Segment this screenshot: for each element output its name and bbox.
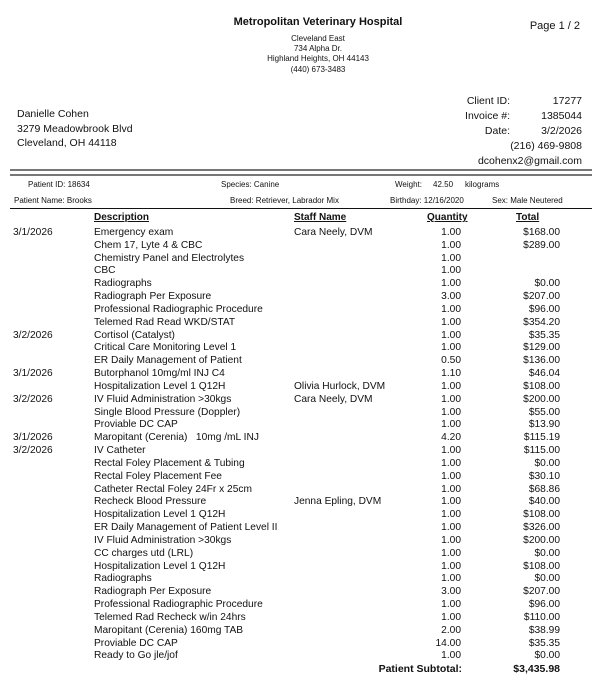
- table-row: [0, 291, 602, 304]
- row-quantity: 1.00: [441, 573, 461, 585]
- row-total: $108.00: [523, 380, 560, 392]
- row-quantity: 0.50: [441, 355, 461, 367]
- table-row: [0, 278, 602, 291]
- invoice-label: Invoice #:: [465, 110, 510, 122]
- row-quantity: 3.00: [441, 586, 461, 598]
- row-total: $207.00: [523, 291, 560, 303]
- invoice-value: 1385044: [541, 110, 582, 122]
- hospital-name: Metropolitan Veterinary Hospital: [233, 16, 403, 28]
- row-total: $13.90: [528, 419, 560, 431]
- row-description: Butorphanol 10mg/ml INJ C4: [94, 368, 225, 380]
- table-row: [0, 445, 602, 458]
- patient-weight-value: 42.50: [433, 180, 454, 189]
- row-description: Professional Radiographic Procedure: [94, 599, 263, 611]
- table-row: [0, 650, 602, 663]
- table-row: [0, 432, 602, 445]
- row-description: ER Daily Management of Patient Level II: [94, 522, 278, 534]
- table-row: [0, 304, 602, 317]
- column-header-staff: Staff Name: [294, 212, 347, 223]
- table-row: [0, 484, 602, 497]
- row-quantity: 3.00: [441, 291, 461, 303]
- row-total: $96.00: [528, 599, 560, 611]
- row-staff: Jenna Epling, DVM: [294, 496, 382, 508]
- row-total: $40.00: [528, 496, 560, 508]
- row-description: Hospitalization Level 1 Q12H: [94, 380, 226, 392]
- table-row: [0, 381, 602, 394]
- row-quantity: 4.20: [441, 432, 461, 444]
- table-row: [0, 535, 602, 548]
- row-description: Catheter Rectal Foley 24Fr x 25cm: [94, 483, 252, 495]
- row-quantity: 1.00: [441, 227, 461, 238]
- row-total: $115.00: [523, 445, 560, 457]
- row-description: Maropitant (Cerenia) 160mg TAB: [94, 624, 244, 636]
- row-quantity: 1.00: [441, 303, 461, 315]
- row-total: $200.00: [523, 393, 560, 405]
- row-description: Ready to Go jle/jof: [94, 650, 178, 662]
- row-quantity: 1.00: [441, 599, 461, 611]
- row-quantity: 1.00: [441, 419, 461, 431]
- row-total: $38.99: [528, 624, 560, 636]
- row-description: CBC: [94, 265, 116, 277]
- row-total: $354.20: [523, 316, 560, 328]
- date-value: 3/2/2026: [541, 125, 582, 137]
- row-description: Radiographs: [94, 278, 152, 290]
- hospital-street: 734 Alpha Dr.: [293, 44, 343, 53]
- row-total: $55.00: [528, 406, 560, 418]
- row-total: $46.04: [528, 368, 560, 380]
- subtotal-label: Patient Subtotal:: [378, 663, 462, 675]
- row-description: Hospitalization Level 1 Q12H: [94, 509, 226, 521]
- row-total: $326.00: [523, 522, 560, 534]
- hospital-city: Highland Heights, OH 44143: [267, 54, 369, 63]
- row-quantity: 2.00: [441, 624, 461, 636]
- row-total: $0.00: [534, 457, 560, 469]
- row-quantity: 1.00: [441, 445, 461, 457]
- table-row: [0, 522, 602, 535]
- table-row: [0, 394, 602, 407]
- table-row: [0, 638, 602, 651]
- table-row: [0, 317, 602, 330]
- divider: [10, 169, 592, 171]
- divider: [10, 174, 592, 176]
- table-row: [0, 458, 602, 471]
- row-description: Proviable DC CAP: [94, 637, 178, 649]
- row-description: Telemed Rad Read WKD/STAT: [94, 316, 236, 328]
- row-quantity: 1.00: [441, 496, 461, 508]
- patient-name: Patient Name: Brooks: [14, 196, 92, 205]
- row-quantity: 1.00: [441, 534, 461, 546]
- client-id-label: Client ID:: [466, 95, 510, 107]
- row-total: $0.00: [534, 547, 560, 559]
- row-description: Maropitant (Cerenia) 10mg /mL INJ: [94, 432, 259, 444]
- row-quantity: 1.00: [441, 329, 461, 341]
- page-number: Page 1 / 2: [529, 20, 580, 32]
- row-total: $129.00: [523, 342, 560, 354]
- row-description: CC charges utd (LRL): [94, 547, 194, 559]
- table-row: [0, 573, 602, 586]
- patient-breed: Breed: Retriever, Labrador Mix: [230, 196, 339, 205]
- table-row: [0, 509, 602, 522]
- row-total: $96.00: [528, 303, 560, 315]
- row-description: Cortisol (Catalyst): [94, 329, 175, 341]
- row-date: 3/1/2026: [13, 368, 53, 380]
- table-row: [0, 471, 602, 484]
- hospital-phone: (440) 673-3483: [290, 65, 346, 74]
- subtotal-value: $3,435.98: [513, 663, 560, 675]
- row-description: Radiograph Per Exposure: [94, 291, 212, 303]
- row-quantity: 1.00: [441, 483, 461, 495]
- row-total: $0.00: [534, 278, 560, 290]
- row-date: 3/2/2026: [13, 445, 53, 457]
- row-total: $35.35: [528, 637, 560, 649]
- row-quantity: 1.00: [441, 265, 461, 277]
- row-description: Telemed Rad Recheck w/in 24hrs: [94, 611, 246, 623]
- row-quantity: 1.00: [441, 560, 461, 572]
- table-row: [0, 496, 602, 509]
- date-label: Date:: [484, 125, 510, 137]
- row-description: Recheck Blood Pressure: [94, 496, 207, 508]
- row-quantity: 1.10: [441, 368, 461, 380]
- patient-sex: Sex: Male Neutered: [492, 196, 563, 205]
- row-description: Chem 17, Lyte 4 & CBC: [94, 239, 203, 251]
- row-description: ER Daily Management of Patient: [94, 355, 242, 367]
- client-email: dcohenx2@gmail.com: [477, 155, 582, 167]
- table-row: [0, 419, 602, 432]
- row-total: $68.86: [528, 483, 560, 495]
- table-row: [0, 240, 602, 253]
- row-quantity: 1.00: [441, 470, 461, 482]
- row-quantity: 1.00: [441, 393, 461, 405]
- row-staff: Cara Neely, DVM: [294, 227, 373, 238]
- row-total: $0.00: [534, 650, 560, 662]
- row-total: $136.00: [523, 355, 560, 367]
- row-total: $207.00: [523, 586, 560, 598]
- client-id-value: 17277: [552, 95, 582, 107]
- column-header-total: Total: [516, 212, 540, 223]
- row-quantity: 14.00: [435, 637, 461, 649]
- hospital-branch: Cleveland East: [291, 34, 345, 43]
- table-row: [0, 561, 602, 574]
- client-city: Cleveland, OH 44118: [17, 137, 117, 149]
- row-description: Critical Care Monitoring Level 1: [94, 342, 237, 354]
- row-total: $30.10: [528, 470, 560, 482]
- line-items-table: [0, 227, 602, 663]
- row-total: $289.00: [523, 239, 560, 251]
- row-quantity: 1.00: [441, 650, 461, 662]
- divider: [10, 208, 592, 209]
- row-quantity: 1.00: [441, 380, 461, 392]
- patient-species: Species: Canine: [221, 180, 280, 189]
- row-total: $115.19: [523, 432, 560, 444]
- row-quantity: 1.00: [441, 611, 461, 623]
- row-date: 3/2/2026: [13, 393, 53, 405]
- table-row: [0, 407, 602, 420]
- patient-weight-unit: kilograms: [465, 180, 500, 189]
- row-total: $108.00: [523, 560, 560, 572]
- row-quantity: 1.00: [441, 239, 461, 251]
- table-row: [0, 342, 602, 355]
- row-description: Radiographs: [94, 573, 152, 585]
- row-description: Professional Radiographic Procedure: [94, 303, 263, 315]
- row-quantity: 1.00: [441, 406, 461, 418]
- row-description: Rectal Foley Placement Fee: [94, 470, 222, 482]
- row-total: $200.00: [523, 534, 560, 546]
- table-row: [0, 548, 602, 561]
- row-description: Chemistry Panel and Electrolytes: [94, 252, 245, 264]
- column-header-description: Description: [94, 212, 150, 223]
- row-quantity: 1.00: [441, 278, 461, 290]
- table-row: [0, 625, 602, 638]
- row-total: $110.00: [523, 611, 560, 623]
- patient-weight-label: Weight:: [395, 180, 422, 189]
- table-row: [0, 330, 602, 343]
- row-quantity: 1.00: [441, 547, 461, 559]
- table-row: [0, 227, 602, 240]
- client-name: Danielle Cohen: [17, 108, 89, 120]
- row-total: $168.00: [523, 227, 560, 238]
- client-phone: (216) 469-9808: [510, 140, 582, 152]
- column-header-quantity: Quantity: [427, 212, 468, 223]
- row-date: 3/1/2026: [13, 432, 53, 444]
- row-description: IV Fluid Administration >30kgs: [94, 393, 232, 405]
- row-description: IV Fluid Administration >30kgs: [94, 534, 232, 546]
- row-quantity: 1.00: [441, 509, 461, 521]
- patient-id: Patient ID: 18634: [28, 180, 90, 189]
- row-quantity: 1.00: [441, 457, 461, 469]
- table-row: [0, 265, 602, 278]
- row-description: Hospitalization Level 1 Q12H: [94, 560, 226, 572]
- patient-birthday: Birthday: 12/16/2020: [390, 196, 464, 205]
- row-total: $35.35: [528, 329, 560, 341]
- row-description: Rectal Foley Placement & Tubing: [94, 457, 245, 469]
- row-quantity: 1.00: [441, 522, 461, 534]
- client-street: 3279 Meadowbrook Blvd: [17, 123, 133, 135]
- row-quantity: 1.00: [441, 316, 461, 328]
- row-date: 3/2/2026: [13, 329, 53, 341]
- table-row: [0, 599, 602, 612]
- row-description: Proviable DC CAP: [94, 419, 178, 431]
- table-row: [0, 355, 602, 368]
- table-row: [0, 586, 602, 599]
- row-total: $108.00: [523, 509, 560, 521]
- row-date: 3/1/2026: [13, 227, 53, 238]
- table-row: [0, 612, 602, 625]
- row-description: Single Blood Pressure (Doppler): [94, 406, 241, 418]
- row-description: IV Catheter: [94, 445, 146, 457]
- row-staff: Olivia Hurlock, DVM: [294, 380, 386, 392]
- row-quantity: 1.00: [441, 342, 461, 354]
- table-row: [0, 253, 602, 266]
- row-description: Emergency exam: [94, 227, 174, 238]
- row-description: Radiograph Per Exposure: [94, 586, 212, 598]
- row-total: $0.00: [534, 573, 560, 585]
- table-row: [0, 368, 602, 381]
- row-quantity: 1.00: [441, 252, 461, 264]
- row-staff: Cara Neely, DVM: [294, 393, 373, 405]
